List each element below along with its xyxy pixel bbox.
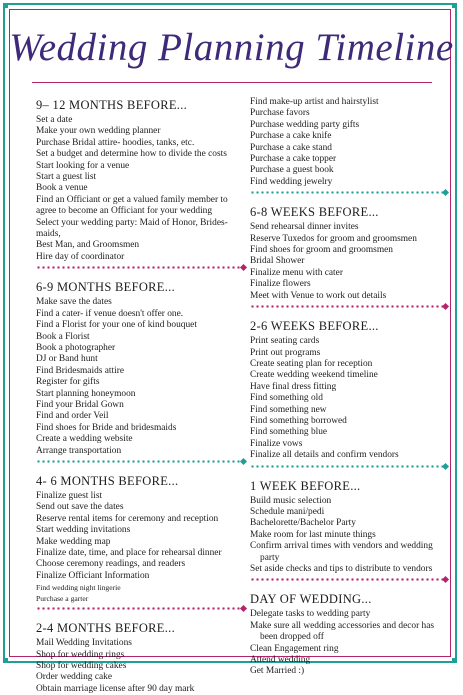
corner-ornament bbox=[3, 3, 8, 8]
list-item: Choose ceremony readings, and readers bbox=[36, 559, 186, 570]
list-item: Finalize vows bbox=[250, 438, 303, 449]
list-item: Send rehearsal dinner invites bbox=[250, 222, 359, 233]
section-2-4-months bbox=[36, 620, 244, 695]
list-item: Schedule mani/pedi bbox=[250, 506, 325, 517]
section-heading: 2-6 WEEKS BEFORE... bbox=[250, 319, 379, 334]
list-item: Print out programs bbox=[250, 347, 321, 358]
list-item: Make sure all wedding accessories and decor has bbox=[250, 620, 435, 631]
section-heading: DAY OF WEDDING... bbox=[250, 592, 372, 607]
section-1-week bbox=[250, 478, 446, 582]
list-item: Make wedding map bbox=[36, 536, 111, 547]
section-6-8-weeks bbox=[250, 204, 446, 308]
list-item: Set aside checks and tips to distribute to vendors bbox=[250, 564, 433, 574]
list-item: Find a cater- if venue doesn't offer one. bbox=[36, 308, 184, 319]
list-item: Find something borrowed bbox=[250, 415, 347, 426]
title-underline bbox=[32, 82, 432, 83]
section-2-4-months-continued bbox=[250, 97, 446, 194]
section-heading: 6-8 WEEKS BEFORE... bbox=[250, 205, 379, 220]
list-item: Get Married :) bbox=[250, 666, 305, 677]
list-item: Finalize Officiant Information bbox=[36, 570, 150, 581]
list-item: Purchase Bridal attire- hoodies, tanks, etc. bbox=[36, 137, 195, 148]
list-item: Register for gifts bbox=[36, 377, 100, 388]
list-item: been dropped off bbox=[260, 632, 324, 643]
list-item: Find something new bbox=[250, 404, 327, 415]
list-item: Find Bridesmaids attire bbox=[36, 365, 125, 376]
list-item: Create seating plan for reception bbox=[250, 358, 373, 369]
list-item: Start wedding invitations bbox=[36, 525, 131, 536]
list-item: Make save the dates bbox=[36, 297, 112, 308]
list-item: Order wedding cake bbox=[36, 672, 113, 683]
list-item: Bridal Shower bbox=[250, 256, 305, 267]
list-item: Attend wedding bbox=[250, 655, 311, 666]
list-item: Find shoes for Bride and bridesmaids bbox=[36, 422, 177, 433]
list-item: Find your Bridal Gown bbox=[36, 399, 124, 410]
section-heading: 1 WEEK BEFORE... bbox=[250, 478, 361, 493]
list-item: maids, bbox=[36, 229, 61, 240]
list-item: Start planning honeymoon bbox=[36, 388, 136, 399]
list-item: Finalize date, time, and place for rehearsal dinner bbox=[36, 548, 222, 558]
list-item: Meet with Venue to work out details bbox=[250, 290, 387, 301]
list-item: Start looking for a venue bbox=[36, 160, 130, 171]
dotted-divider bbox=[250, 305, 446, 308]
list-item: Finalize flowers bbox=[250, 279, 311, 290]
list-item: Have final dress fitting bbox=[250, 381, 337, 392]
list-item: agree to become an Officiant for your wedding bbox=[36, 206, 213, 217]
list-item: Find and order Veil bbox=[36, 411, 109, 422]
list-item: Start a guest list bbox=[36, 172, 97, 183]
section-heading: 9– 12 MONTHS BEFORE... bbox=[36, 98, 188, 112]
dotted-divider bbox=[250, 191, 446, 194]
right-column bbox=[250, 97, 446, 678]
list-item: party bbox=[260, 552, 280, 563]
list-item: Purchase a cake stand bbox=[250, 142, 332, 153]
list-item: Arrange transportation bbox=[36, 445, 122, 456]
list-item: Send out save the dates bbox=[36, 502, 124, 513]
list-item: Build music selection bbox=[250, 495, 332, 506]
list-item: Book a Florist bbox=[36, 331, 90, 342]
dotted-divider bbox=[250, 465, 446, 468]
corner-ornament bbox=[3, 658, 8, 663]
list-item: Find make-up artist and hairstylist bbox=[250, 97, 379, 107]
section-9-12-months bbox=[36, 97, 244, 269]
list-item: Find something old bbox=[250, 393, 323, 404]
list-item: Purchase favors bbox=[250, 108, 310, 119]
dotted-divider bbox=[36, 266, 244, 269]
list-item: Purchase a guest book bbox=[250, 165, 334, 176]
corner-ornament bbox=[452, 658, 457, 663]
list-item: Book a photographer bbox=[36, 342, 116, 353]
list-item: Create a wedding website bbox=[36, 434, 133, 445]
list-item: Set a budget and determine how to divide the costs bbox=[36, 149, 227, 160]
left-column bbox=[36, 97, 244, 695]
list-item: Shop for wedding rings bbox=[36, 649, 125, 660]
list-item: Delegate tasks to wedding party bbox=[250, 609, 371, 620]
section-heading: 4- 6 MONTHS BEFORE... bbox=[36, 473, 179, 488]
list-item: Find an Officiant or get a valued family member to bbox=[36, 194, 228, 205]
list-item: Mail Wedding Invitations bbox=[36, 638, 132, 649]
dotted-divider bbox=[36, 607, 244, 610]
list-item: Purchase a garter bbox=[36, 594, 89, 604]
list-item: Finalize menu with cater bbox=[250, 267, 343, 278]
section-6-9-months bbox=[36, 279, 244, 463]
list-item: Purchase wedding party gifts bbox=[250, 119, 360, 130]
list-item: Shop for wedding cakes bbox=[36, 661, 127, 672]
list-item: Bachelorette/Bachelor Party bbox=[250, 518, 356, 529]
list-item: Confirm arrival times with vendors and wedding bbox=[250, 541, 433, 552]
list-item: Find shoes for groom and groomsmen bbox=[250, 245, 393, 256]
list-item: DJ or Band hunt bbox=[36, 354, 98, 365]
dotted-divider bbox=[250, 578, 446, 581]
list-item: Reserve Tuxedos for groom and groomsmen bbox=[250, 233, 417, 244]
section-heading: 2-4 MONTHS BEFORE... bbox=[36, 621, 175, 636]
list-item: Find wedding night lingerie bbox=[36, 583, 121, 593]
dotted-divider bbox=[36, 460, 244, 463]
list-item: Obtain marriage license after 90 day mark bbox=[36, 683, 195, 694]
section-2-6-weeks bbox=[250, 318, 446, 467]
list-item: Book a venue bbox=[36, 183, 88, 194]
list-item: Purchase a cake knife bbox=[250, 131, 332, 142]
list-item: Make your own wedding planner bbox=[36, 126, 161, 137]
list-item: Clean Engagement ring bbox=[250, 643, 339, 654]
corner-ornament bbox=[452, 3, 457, 8]
section-4-6-months bbox=[36, 473, 244, 610]
list-item: Finalize all details and confirm vendors bbox=[250, 450, 399, 461]
list-item: Print seating cards bbox=[250, 336, 320, 347]
list-item: Find wedding jewelry bbox=[250, 176, 333, 187]
list-item: Best Man, and Groomsmen bbox=[36, 240, 140, 251]
list-item: Reserve rental items for ceremony and reception bbox=[36, 513, 219, 524]
list-item: Make room for last minute things bbox=[250, 529, 376, 540]
list-item: Select your wedding party: Maid of Honor, Brides- bbox=[36, 217, 228, 228]
page-title: Wedding Planning Timeline bbox=[9, 26, 454, 69]
list-item: Purchase a cake topper bbox=[250, 154, 337, 165]
section-heading: 6-9 MONTHS BEFORE... bbox=[36, 280, 175, 295]
list-item: Set a date bbox=[36, 115, 73, 125]
list-item: Find something blue bbox=[250, 427, 328, 438]
list-item: Find a Florist for your one of kind bouquet bbox=[36, 320, 197, 331]
list-item: Finalize guest list bbox=[36, 490, 103, 501]
list-item: Hire day of coordinator bbox=[36, 251, 125, 262]
section-day-of-wedding bbox=[250, 591, 446, 677]
list-item: Create wedding weekend timeline bbox=[250, 370, 378, 381]
